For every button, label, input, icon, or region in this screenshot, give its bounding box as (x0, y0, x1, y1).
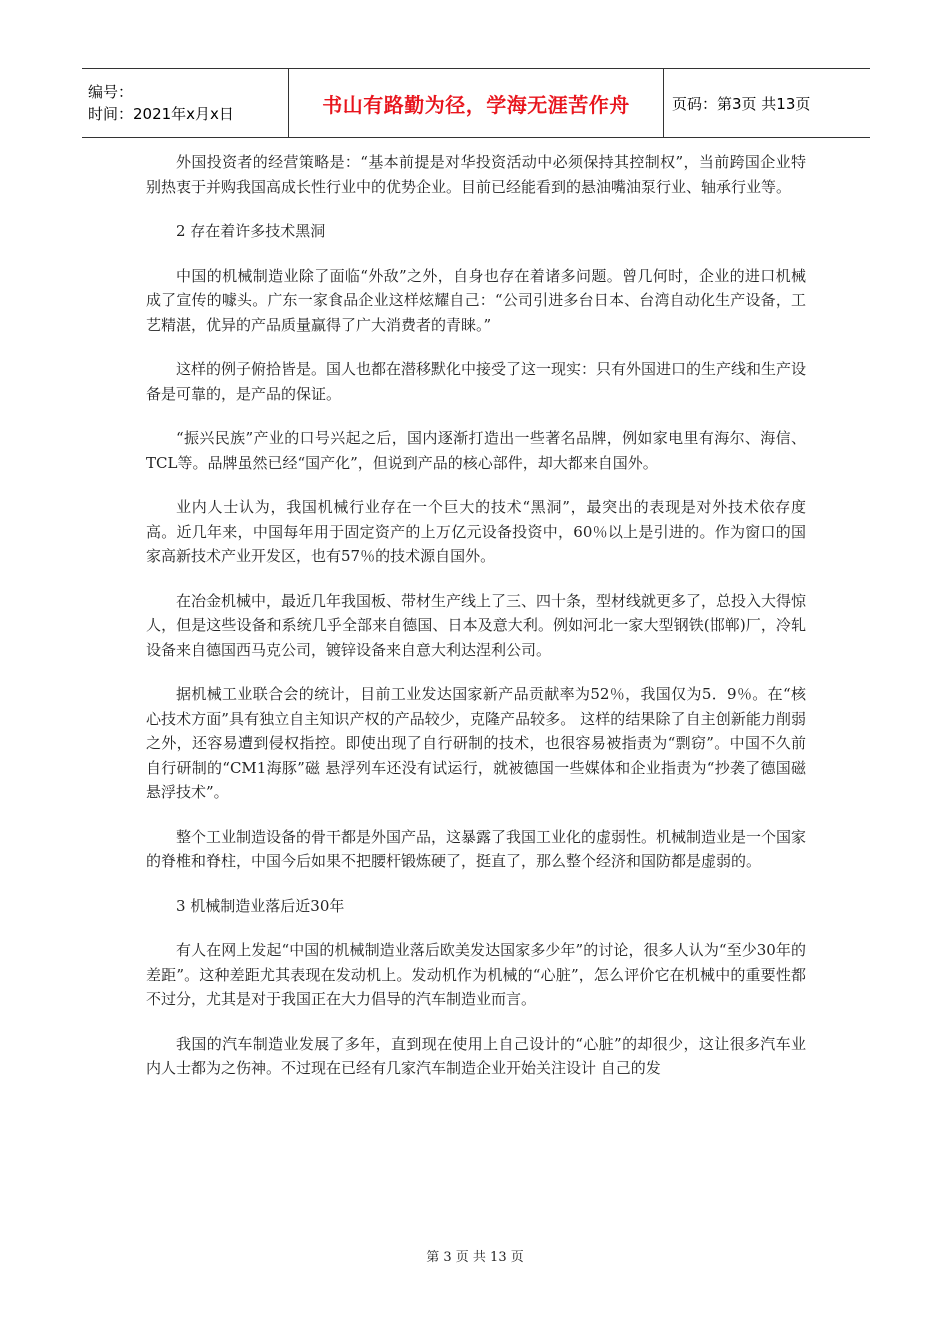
page-footer: 第 3 页 共 13 页 (426, 1250, 524, 1265)
section-heading: 2 存在着许多技术黑洞 (176, 222, 326, 240)
body-paragraph: 业内人士认为，我国机械行业存在一个巨大的技术“黑洞”，最突出的表现是对外技术依存度高。近几年来，中国每年用于固定资产的上万亿元设备投资中，60％以上是引进的。作为窗口的国家高新技术产业开发区，也有57％的技术源自国外。 (146, 498, 806, 565)
document-body (146, 150, 806, 1101)
body-paragraph: 我国的汽车制造业发展了多年，直到现在使用上自己设计的“心脏”的却很少，这让很多汽车业内人士都为之伤神。不过现在已经有几家汽车制造企业开始关注设计 自己的发 (146, 1034, 806, 1077)
body-paragraph: 外国投资者的经营策略是：“基本前提是对华投资活动中必须保持其控制权”，当前跨国企业特别热衷于并购我国高成长性行业中的优势企业。目前已经能看到的悬油嘴油泵行业、轴承行业等。 (146, 153, 806, 196)
body-paragraph: 这样的例子俯拾皆是。国人也都在潜移默化中接受了这一现实：只有外国进口的生产线和生产设备是可靠的，是产品的保证。 (146, 360, 807, 403)
body-paragraph: 有人在网上发起“中国的机械制造业落后欧美发达国家多少年”的讨论，很多人认为“至少30年的差距”。这种差距尤其表现在发动机上。发动机作为机械的“心脏”，怎么评价它在机械中的重要性都不过分，尤其是对于我国正在大力倡导的汽车制造业而言。 (146, 941, 806, 1008)
body-paragraph: “振兴民族”产业的口号兴起之后，国内逐渐打造出一些著名品牌，例如家电里有海尔、海信、TCL等。品牌虽然已经“国产化”，但说到产品的核心部件，却大都来自国外。 (146, 429, 806, 472)
page-header (82, 68, 870, 138)
document-number-label: 编号： (88, 83, 134, 101)
section-heading: 3 机械制造业落后近30年 (176, 896, 345, 915)
body-paragraph: 整个工业制造设备的骨干都是外国产品，这暴露了我国工业化的虚弱性。机械制造业是一个国家的脊椎和脊柱，中国今后如果不把腰杆锻炼硬了，挺直了，那么整个经济和国防都是虚弱的。 (146, 827, 807, 870)
header-meta (82, 69, 289, 137)
body-paragraph: 在冶金机械中，最近几年我国板、带材生产线上了三、四十条，型材线就更多了，总投入大得惊人，但是这些设备和系统几乎全部来自德国、日本及意大利。例如河北一家大型钢铁(邯郸)厂，冷轧设备来自德国西马克公司，镀锌设备来自意大利达涅利公司。 (146, 591, 807, 659)
document-date-label: 时间：2021年x月x日 (88, 105, 234, 123)
body-paragraph: 中国的机械制造业除了面临“外敌”之外，自身也存在着诸多问题。曾几何时，企业的进口机械成了宣传的噱头。广东一家食品企业这样炫耀自己：“公司引进多台日本、台湾自动化生产设备，工艺精湛，优异的产品质量赢得了广大消费者的青睐。” (146, 266, 806, 334)
header-page-info: 页码：第3页 共13页 (672, 94, 811, 113)
body-paragraph: 据机械工业联合会的统计，目前工业发达国家新产品贡献率为52％，我国仅为5．9％。在“核心技术方面”具有独立自主知识产权的产品较少，克隆产品较多。 这样的结果除了自主创新能力削弱之外，还容易遭到侵权指控。即使出现了自行研制的技术，也很容易被指责为“剽窃”。中国不久前自行研制的“CM1海豚”磁 悬浮列车还没有试运行，就被德国一些媒体和企业指责为“抄袭了德国磁悬浮技术”。 (146, 685, 806, 801)
header-motto: 书山有路勤为径，学海无涯苦作舟 (289, 69, 664, 137)
